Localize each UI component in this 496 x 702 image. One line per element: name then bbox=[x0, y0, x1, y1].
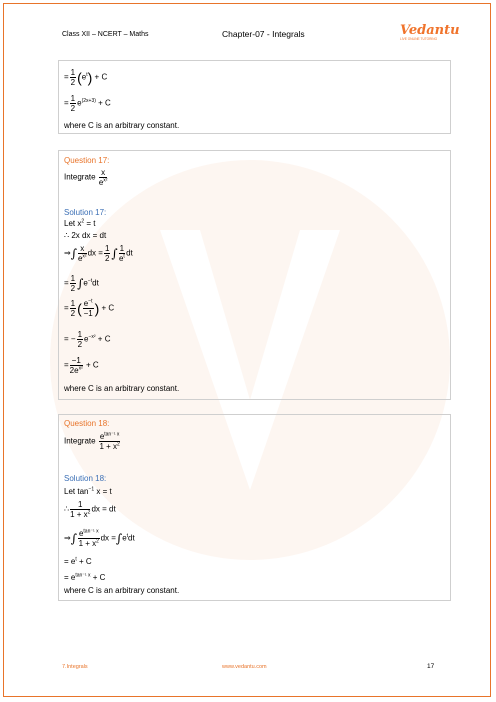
solution-17-step-3: = $\frac{1}{2}$ ( $\frac{e^{-t}}{-1}$ ) + C bbox=[64, 298, 115, 318]
solution-18-step-4: = $e^{tan^{-1} x} + C$ bbox=[64, 572, 106, 582]
logo-text: Vedantu bbox=[400, 23, 460, 38]
solution-18-let: Let $\tan^{-1} x = t$ bbox=[64, 486, 112, 496]
question-17-title: Question 17: bbox=[64, 156, 110, 165]
logo-tagline: LIVE ONLINE TUTORING bbox=[400, 37, 438, 41]
solution-17-note: where C is an arbitrary constant. bbox=[64, 384, 180, 393]
solution-18-title: Solution 18: bbox=[64, 474, 107, 483]
solution-17-therefore: ∴ 2x dx = dt bbox=[64, 231, 107, 240]
footer-website[interactable]: www.vedantu.com bbox=[222, 664, 267, 670]
solution-17-step-1: ⇒∫ $\frac{x}{e^{x^2}}$ dx = $\frac{1}{2}$ ∫ $\frac{1}{e^t}$ dt bbox=[64, 244, 133, 263]
solution-17-step-5: = $\frac{-1}{2e^{x^2}}$ + C bbox=[64, 356, 99, 375]
question-18-title: Question 18: bbox=[64, 419, 110, 428]
header-class-label: Class XII – NCERT – Maths bbox=[62, 31, 149, 38]
header-chapter-title: Chapter-07 - Integrals bbox=[222, 29, 305, 39]
question-17-statement: Integrate $\frac{x}{e^{x^2}}$ bbox=[64, 168, 108, 187]
solution-17-title: Solution 17: bbox=[64, 208, 107, 217]
box1-line-1: = $\frac{1}{2}$ $(e^t) + C$ bbox=[64, 68, 108, 87]
solution-18-step-2: ⇒∫ $\frac{e^{tan^{-1} x}}{1 + x^2}$ dx $=\int e^tdt$ bbox=[64, 528, 135, 548]
solution-17-let: Let $x^2 = t$ bbox=[64, 218, 96, 228]
solution-17-step-2: = $\frac{1}{2}$ $\int e^{-t}dt$ bbox=[64, 274, 99, 293]
solution-18-step-1: ∴ $\frac{1}{1 + x^2}$ dx = dt bbox=[64, 500, 116, 519]
vedantu-logo bbox=[400, 23, 460, 46]
solution-17-step-4: = − $\frac{1}{2}$ $e^{-x^2} + C$ bbox=[64, 330, 111, 349]
footer-chapter: 7.Integrals bbox=[62, 664, 88, 670]
question-18-statement: Integrate $\frac{e^{tan^{-1} x}}{1 + x^2}$ bbox=[64, 431, 120, 451]
footer-page-number: 17 bbox=[427, 663, 435, 670]
solution-18-note: where C is an arbitrary constant. bbox=[64, 586, 180, 595]
solution-18-step-3: = $e^t + C$ bbox=[64, 556, 92, 566]
box1-note: where C is an arbitrary constant. bbox=[64, 121, 180, 130]
box1-line-2: = $\frac{1}{2}$ $e^{(2x+3)} + C$ bbox=[64, 94, 111, 113]
question-17-box bbox=[58, 150, 451, 400]
